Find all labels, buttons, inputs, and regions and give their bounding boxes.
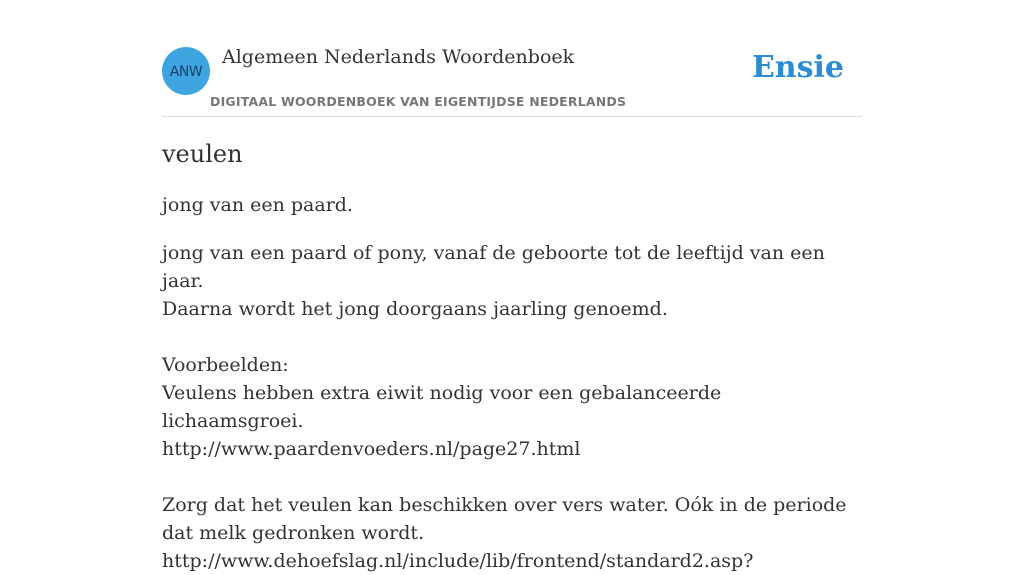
- long-definition: [162, 239, 862, 575]
- definition-line: jong van een paard of pony, vanaf de geboorte tot de leeftijd van een jaar.: [162, 242, 825, 292]
- page: [162, 0, 862, 572]
- example-sentence: Veulens hebben extra eiwit nodig voor een gebalanceerde lichaamsgroei.: [162, 382, 722, 432]
- short-definition: jong van een paard.: [162, 194, 353, 216]
- source-subtitle: DIGITAAL WOORDENBOEK VAN EIGENTIJDSE NEDERLANDS: [210, 94, 627, 109]
- logo-text: ANW: [169, 64, 203, 80]
- examples-label: Voorbeelden:: [162, 354, 289, 376]
- ensie-brand-link[interactable]: Ensie: [751, 50, 844, 85]
- anw-logo-mark: [162, 47, 210, 95]
- example-sentence: Zorg dat het veulen kan beschikken over vers water. Oók in de periode dat melk gedronken wordt.: [162, 494, 847, 544]
- anw-logo[interactable]: [162, 47, 210, 95]
- page-header: [162, 0, 862, 117]
- example-source-link[interactable]: http://www.paardenvoeders.nl/page27.html: [162, 438, 581, 460]
- example-source-link[interactable]: http://www.dehoefslag.nl/include/lib/frontend/standard2.asp?: [162, 550, 754, 572]
- source-title[interactable]: Algemeen Nederlands Woordenboek: [222, 46, 575, 68]
- entry-word: veulen: [162, 140, 243, 168]
- definition-line: Daarna wordt het jong doorgaans jaarling genoemd.: [162, 298, 668, 320]
